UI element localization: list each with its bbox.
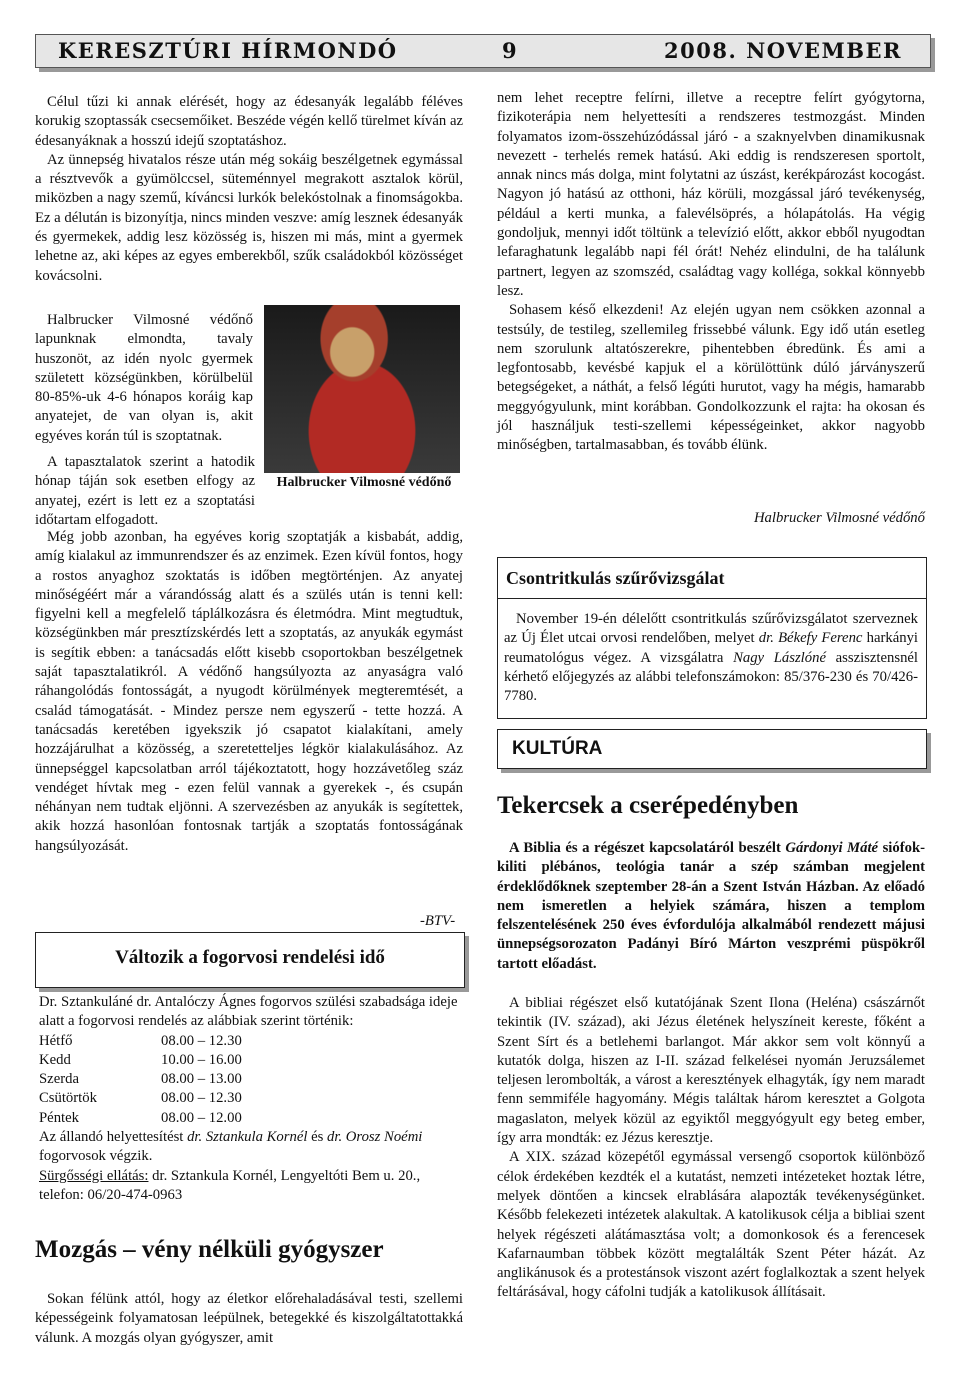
paragraph: A bibliai régészet első kutatójának Szent Ilona (Heléna) császárnőt tekintik (IV. század), aki Jézus életének helyszíneit kereste, főként a Szent Sírt és a betlehemi barlangot. Már akkor sem volt könnyű a kutatók dolga, hiszen az I-II. század felkelései nyomán Jeruzsálemet teljesen lerombolták, a várost a keresztények elhagyták, így nem maradt fenn semmiféle hagyomány. Mégis találtak három keresztet a Golgota magaslaton, melyek közül az egyiktől meggyógyult egy beteg ember, így arra mondták: ez Jézus keresztje. bbox=[497, 995, 925, 1147]
schedule-day: Péntek bbox=[39, 1109, 79, 1126]
screening-title: Csontritkulás szűrővizsgálat bbox=[506, 568, 725, 588]
page-number: 9 bbox=[502, 38, 519, 63]
tekercsek-title: Tekercsek a cserépedényben bbox=[497, 792, 799, 819]
emergency-care: Sürgősségi ellátás: dr. Sztankula Kornél, Lengyeltóti Bem u. 20., telefon: 06/20-474-0963 bbox=[39, 1167, 421, 1203]
dentist-notice bbox=[39, 993, 460, 1205]
masthead bbox=[35, 34, 931, 68]
mozgas-title: Mozgás – vény nélküli gyógyszer bbox=[35, 1236, 384, 1263]
schedule-day: Szerda bbox=[39, 1071, 79, 1088]
mozgas-signature: Halbrucker Vilmosné védőnő bbox=[753, 510, 925, 526]
dentist-title-box bbox=[35, 932, 465, 988]
substitute-doctors: Az állandó helyettesítést dr. Sztankula Kornél és dr. Orosz Noémi fogorvosok végzik. bbox=[39, 1129, 423, 1165]
paragraph-experience bbox=[35, 453, 255, 530]
schedule-row bbox=[39, 1109, 242, 1128]
schedule-time: 10.00 – 16.00 bbox=[161, 1051, 242, 1068]
screening-text: November 19-én délelőtt csontritkulás szűrővizsgálatot szerveznek az Új Élet utcai orvosi rendelőben, melyet dr. Békefy Ferenc harkányi reumatológus végez. A vizsgálatra Nagy Lászlóné asszisztensnél kérhető előjegyzés az alábbi telefonszámokon: 85/376-230 és 70/426-7780. bbox=[504, 611, 919, 705]
schedule-row bbox=[39, 1089, 242, 1108]
schedule-day: Kedd bbox=[39, 1051, 71, 1068]
mozgas-start bbox=[35, 1290, 463, 1348]
section-label: KULTÚRA bbox=[512, 738, 603, 759]
paragraph: Sokan félünk attól, hogy az életkor előrehaladásával testi, szellemi képességeink folyamatosan leépülnek, betegekké és kiszolgáltatottakká válunk. A mozgás olyan gyógyszer, amit bbox=[35, 1291, 463, 1346]
schedule-row bbox=[39, 1070, 242, 1089]
paragraph: Sohasem késő elkezdeni! Az elején ugyan nem csökken azonnal a testsúly, de testileg, szellemileg frissebbé válunk. Egy idő után esetleg nem szorulunk altatószerekre, pihentebben ébredünk. És ami a legfontosabb, kevésbé kapjuk el a körülöttünk dúló járványszerű betegségeket, a náthát, a felső légúti hurutot, vagy ha mégis, hamarabb meggyógyulunk, mint korábban. Gondolkozzunk el rajta: ha okosan és jól használjuk testi-szellemi képességeinket, akkor nagyobb minőségben, tartalmasabban, és tovább élünk. bbox=[497, 302, 925, 454]
photo-halbrucker-vilmosne bbox=[264, 305, 460, 473]
article-breastfeeding-cont bbox=[35, 528, 463, 856]
schedule-row bbox=[39, 1032, 242, 1051]
dentist-title: Változik a fogorvosi rendelési idő bbox=[115, 947, 385, 968]
schedule-time: 08.00 – 13.00 bbox=[161, 1071, 242, 1088]
screening-box bbox=[497, 557, 927, 719]
schedule-time: 08.00 – 12.00 bbox=[161, 1109, 242, 1126]
photo-caption: Halbrucker Vilmosné védőnő bbox=[276, 475, 452, 490]
tekercsek-body bbox=[497, 994, 925, 1303]
article-breastfeeding-start bbox=[35, 93, 463, 286]
schedule-time: 08.00 – 12.30 bbox=[161, 1090, 242, 1107]
schedule-day: Hétfő bbox=[39, 1032, 73, 1049]
mozgas-continued bbox=[497, 89, 925, 456]
schedule-table bbox=[39, 1032, 242, 1128]
paragraph: Halbrucker Vilmosné védőnő lapunknak elmondta, tavaly huszonöt, az idén nyolc gyermek született községünkben, körülbelül 80-85%-uk 4-6 hónapos koráig kap anyatejet, de van olyan is, akit egyéves korán túl is szoptatnak. bbox=[35, 312, 253, 444]
publication-title: KERESZTÚRI HÍRMONDÓ bbox=[58, 38, 398, 63]
section-kultura bbox=[497, 729, 927, 769]
schedule-row bbox=[39, 1051, 242, 1070]
schedule-time: 08.00 – 12.30 bbox=[161, 1032, 242, 1049]
paragraph: A tapasztalatok szerint a hatodik hónap táján sok esetben elfogy az anyatej, ezért is lett ez a szoptatási időtartam elfogadott. bbox=[35, 454, 255, 528]
tekercsek-lead: A Biblia és a régészet kapcsolatáról beszélt Gárdonyi Máté siófok-kiliti plébános, teológia tanár a szép számban megjelent érdeklődőknek szeptember 28-án a Szent István Házban. Az előadó nem ismeretlen a helyiek számára, hiszen a templom felszentelésének 250 éves évfordulója alkalmából rendezett májusi ünnepségsorozaton Padányi Bíró Márton veszprémi püspökről tartott előadást. bbox=[497, 840, 926, 972]
schedule-day: Csütörtök bbox=[39, 1090, 97, 1107]
issue-date: 2008. NOVEMBER bbox=[664, 38, 902, 63]
paragraph: nem lehet receptre felírni, illetve a receptre felírt gyógytorna, fizikoterápia nem helyettesíti a rendszeres testmozgást. Minden folyamatos izom-összehúzódással járó - a szaknyelvben dinamikusnak nevezett - terhelés remek hatású. Aki eddig is rendszeresen sportolt, annak nincs más dolga, mint folytatni az úszást, kerékpározást kocogást. Nagyon jó hatású az otthoni, ház körüli, mozgással járó tevékenység, például a kerti munka, a falevélsöprés, a hólapátolás. Ha végig gondoljuk, mennyi időt töltünk a televízió előtt, akkor ebből nyugodtan lefaraghatunk legalább napi fél órát! Nehéz elindulni, de ha találunk partnert, legyen az szomszéd, családtag vagy kolléga, sokkal könnyebb lesz. bbox=[497, 90, 925, 299]
paragraph: Célul tűzi ki annak elérését, hogy az édesanyák legalább féléves korukig szoptassák csecsemőiket. Beszéde végén kellő türelmet kíván az édesanyáknak a hosszú idejű szoptatáshoz. bbox=[35, 94, 463, 149]
paragraph: Az ünnepség hivatalos része után még sokáig beszélgetnek egymással a résztvevők a gyümölccsel, süteménnyel megrakott asztalok körül, miközben a nagy szemű, kíváncsi lurkók belekóstolnak a finomságokba. Ez a délután is bizonyítja, nincs minden veszve: amíg lesznek édesanyák és gyermekek, addig lesz közösség is, hiszen mi más, mint a gyermek lehetne az, aki képes az egyes emberekből, szűk családokból közösséget kovácsolni. bbox=[35, 151, 463, 284]
paragraph: Még jobb azonban, ha egyéves korig szoptatják a kisbabát, addig, amíg kialakul az immunrendszer és az enzimek. Ezen kívül fontos, hogy a rostos anyaghoz szoktatás is időben megtörténjen. Az anyatej minőségéért már a várandósság alatt és a szülés után is tenni kell: figyelni kell a megfelelő táplálkozásra és életmódra. Mint megtudtuk, községünkben már presztízskérdés lett a szoptatás, az anyukák egymást is segítik ebben: a tanácsadás előtt kisebb csoportokban beszélgetnek saját tapasztalatikról. A védőnő hangsúlyozta az anyaságra való ráhangolódás fontosságát, a nyugodt körülmények megteremtését, a család támogatását. - Mindez persze nem egyszerű - tette hozzá. A tanácsadás keretében igyekszik jó csapatot kialakítani, amely hozzájárulhat a közösség, a szeretetteljes légkör kialakulásához. Az ünnepséggel kapcsolatban arról tájékoztatott, hogy hozzávetőleg száz vendéget hívtak meg - ezen felül vannak a gyerekek -, és csupán néhányan nem tudtak eljönni. A szervezésben az anyukák is segítettek, akik hozzá hasonlóan fontosnak tartják a szoptatás fontosságának hangsúlyozását. bbox=[35, 529, 463, 854]
dentist-intro: Dr. Sztankuláné dr. Antalóczy Ágnes fogorvos szülési szabadsága ideje alatt a fogorvosi rendelés az alábbiak szerint történik: bbox=[39, 994, 458, 1030]
paragraph: A XIX. század közepétől egymással versengő csoportok különböző célok érdekében kezdték el a kutatást, nemzeti intézeteket hoztak létre, melyek döntően a kincsek elrablására alapozták tevékenységünket. Később felekezeti intézetek alakultak. A katolikusok célja a bibliai szent helyek régészeti alátámasztása volt; a domonkosok és a ferencesek Kafarnaumban többek között megtalálták Szent Péter házát. Az anglikánusok és a protestánsok viszont azért foglalkoztak a szent helyek feltárásával, hogy cáfolni tudják a katolikusok állításait. bbox=[497, 1149, 925, 1301]
paragraph-interview bbox=[35, 311, 253, 446]
article-signature: -BTV- bbox=[420, 913, 456, 929]
